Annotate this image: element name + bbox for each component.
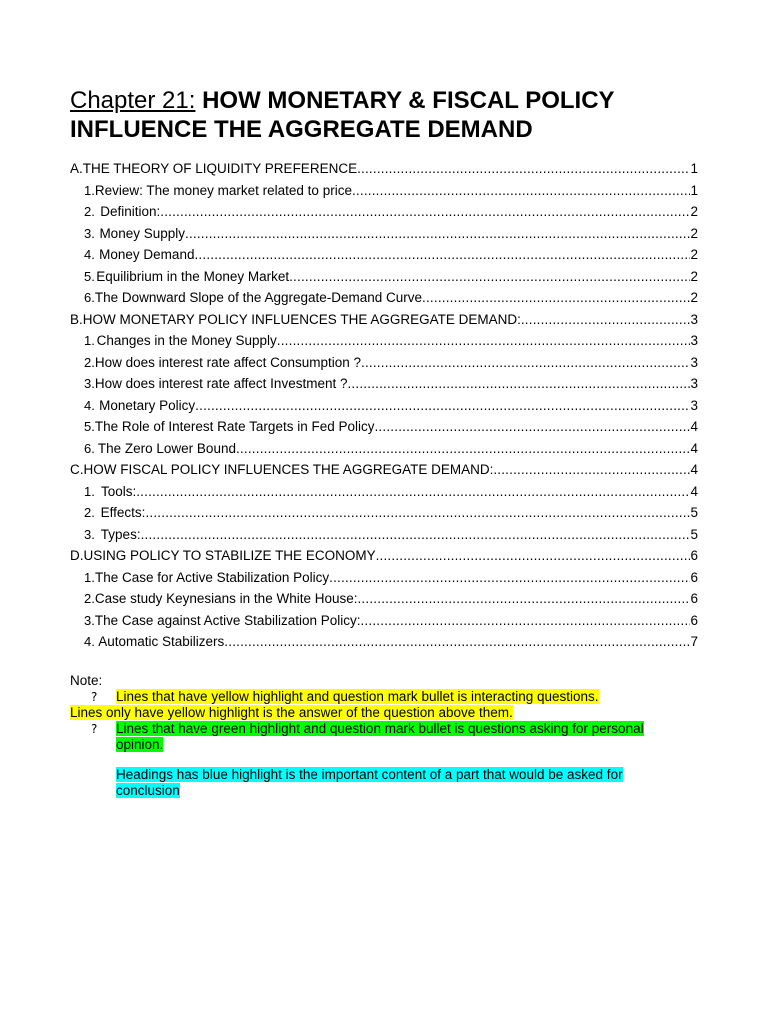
chapter-label: Chapter 21: <box>70 87 196 114</box>
toc-section-entry[interactable] <box>70 462 698 484</box>
green-highlight-text-2: opinion. <box>116 737 164 752</box>
toc-entry-page-number: 1 <box>690 182 698 198</box>
notes-section <box>70 672 690 799</box>
toc-subsection-entry[interactable] <box>70 613 698 635</box>
toc-dot-leader <box>141 527 691 542</box>
note-yellow-answer <box>70 705 690 721</box>
toc-entry-page-number: 6 <box>690 569 698 585</box>
toc-entry-number: 6. <box>84 290 95 305</box>
toc-dot-leader <box>361 355 690 370</box>
toc-entry-number: 2. <box>84 204 95 219</box>
toc-entry-label: Changes in the Money Supply <box>96 333 277 348</box>
toc-entry-page-number: 4 <box>690 419 698 434</box>
toc-subsection-entry[interactable] <box>70 484 698 506</box>
toc-dot-leader <box>357 161 690 176</box>
toc-entry-page-number: 4 <box>690 462 698 477</box>
toc-entry-page-number: 3 <box>690 311 698 327</box>
toc-entry-label: Equilibrium in the Money Market <box>96 268 290 284</box>
toc-subsection-entry[interactable] <box>70 398 698 420</box>
toc-dot-leader <box>357 591 690 606</box>
toc-entry-label: The Case for Active Stabilization Policy <box>95 569 330 585</box>
toc-dot-leader <box>347 376 690 391</box>
toc-dot-leader <box>329 570 690 585</box>
toc-entry-number: D. <box>70 548 84 563</box>
toc-entry-page-number: 1 <box>690 161 698 176</box>
toc-entry-number: 1. <box>84 569 95 585</box>
toc-subsection-entry[interactable] <box>70 505 698 527</box>
toc-entry-number: 4. <box>84 397 95 413</box>
toc-entry-number: 2. <box>84 505 95 520</box>
toc-entry-label: Case study Keynesians in the White House: <box>94 591 358 606</box>
toc-section-entry[interactable] <box>70 312 698 334</box>
toc-dot-leader <box>185 226 690 241</box>
toc-subsection-entry[interactable] <box>70 183 698 205</box>
toc-subsection-entry[interactable] <box>70 376 698 398</box>
toc-entry-number: B. <box>70 311 83 327</box>
note-label: Note: <box>70 673 103 688</box>
toc-entry-label: HOW FISCAL POLICY INFLUENCES THE AGGREGATE DEMAND: <box>83 462 494 477</box>
toc-entry-label: The Zero Lower Bound <box>97 440 236 456</box>
toc-entry-number: 3. <box>84 526 95 542</box>
toc-dot-leader <box>352 183 691 198</box>
question-bullet-icon: ? <box>91 722 98 736</box>
toc-dot-leader <box>224 634 690 649</box>
blue-highlight-text-1: Headings has blue highlight is the important content of a part that would be asked for <box>116 767 623 782</box>
yellow-highlight-text: Lines that have yellow highlight and question mark bullet is interacting questions. <box>116 689 599 704</box>
toc-subsection-entry[interactable] <box>70 333 698 355</box>
toc-subsection-entry[interactable] <box>70 269 698 291</box>
note-blue-heading <box>70 767 690 799</box>
toc-entry-page-number: 6 <box>690 612 698 628</box>
note-green-question <box>70 721 690 753</box>
toc-entry-page-number: 2 <box>690 268 698 284</box>
toc-dot-leader <box>521 312 691 327</box>
toc-dot-leader <box>289 269 690 284</box>
toc-subsection-entry[interactable] <box>70 226 698 248</box>
toc-entry-label: The Role of Interest Rate Targets in Fed Policy <box>94 419 375 434</box>
toc-dot-leader <box>145 505 690 520</box>
toc-dot-leader <box>493 462 690 477</box>
toc-entry-label: How does interest rate affect Consumption ? <box>94 354 361 370</box>
toc-entry-page-number: 7 <box>690 634 698 649</box>
toc-entry-number: 4. <box>84 634 95 649</box>
toc-entry-label: Money Demand <box>99 247 195 262</box>
yellow-highlight-answer-text: Lines only have yellow highlight is the answer of the question above them. <box>70 705 513 720</box>
toc-subsection-entry[interactable] <box>70 570 698 592</box>
chapter-heading: HOW MONETARY & FISCAL POLICY INFLUENCE THE AGGREGATE DEMAND <box>70 87 615 143</box>
toc-entry-label: Effects: <box>100 505 146 520</box>
toc-entry-label: Definition: <box>100 204 161 219</box>
toc-dot-leader <box>277 333 691 348</box>
toc-entry-number: 3. <box>84 376 95 391</box>
toc-subsection-entry[interactable] <box>70 247 698 269</box>
toc-dot-leader <box>195 398 690 413</box>
toc-entry-number: 4. <box>84 247 95 262</box>
toc-entry-label: Types: <box>100 526 141 542</box>
toc-entry-number: A. <box>70 161 83 176</box>
blue-highlight-text-2: conclusion <box>116 783 180 798</box>
toc-entry-label: The Downward Slope of the Aggregate-Demand Curve <box>94 290 423 305</box>
toc-subsection-entry[interactable] <box>70 591 698 613</box>
toc-entry-label: HOW MONETARY POLICY INFLUENCES THE AGGREGATE DEMAND: <box>82 311 521 327</box>
toc-entry-number: C. <box>70 462 84 477</box>
toc-section-entry[interactable] <box>70 161 698 183</box>
toc-entry-number: 1. <box>84 182 95 198</box>
toc-dot-leader <box>422 290 690 305</box>
toc-entry-number: 3. <box>84 612 95 628</box>
toc-entry-number: 1. <box>84 483 95 499</box>
toc-entry-page-number: 4 <box>690 440 698 456</box>
toc-entry-label: USING POLICY TO STABILIZE THE ECONOMY <box>83 548 376 563</box>
toc-entry-page-number: 5 <box>690 526 698 542</box>
toc-entry-label: Monetary Policy <box>99 397 196 413</box>
toc-dot-leader <box>160 204 690 219</box>
toc-dot-leader <box>194 247 690 262</box>
toc-entry-number: 5. <box>84 268 95 284</box>
toc-section-entry[interactable] <box>70 548 698 570</box>
toc-subsection-entry[interactable] <box>70 355 698 377</box>
question-bullet-icon: ? <box>91 690 98 704</box>
toc-dot-leader <box>374 419 690 434</box>
toc-entry-page-number: 6 <box>690 548 698 563</box>
toc-subsection-entry[interactable] <box>70 419 698 441</box>
toc-dot-leader <box>360 613 690 628</box>
toc-subsection-entry[interactable] <box>70 634 698 656</box>
toc-entry-page-number: 5 <box>690 505 698 520</box>
toc-entry-page-number: 3 <box>690 397 698 413</box>
toc-dot-leader <box>236 441 691 456</box>
toc-subsection-entry[interactable] <box>70 290 698 312</box>
toc-entry-number: 3. <box>84 225 95 241</box>
toc-entry-label: The Case against Active Stabilization Policy: <box>94 612 361 628</box>
page-title <box>70 86 730 144</box>
toc-dot-leader <box>136 484 690 499</box>
toc-entry-label: THE THEORY OF LIQUIDITY PREFERENCE <box>82 161 358 176</box>
toc-entry-page-number: 2 <box>690 290 698 305</box>
toc-entry-page-number: 3 <box>690 354 698 370</box>
toc-subsection-entry[interactable] <box>70 441 698 463</box>
note-yellow-question <box>70 689 690 705</box>
toc-entry-page-number: 2 <box>690 204 698 219</box>
toc-entry-number: 1. <box>84 333 95 348</box>
toc-subsection-entry[interactable] <box>70 204 698 226</box>
table-of-contents <box>70 161 698 656</box>
toc-entry-page-number: 2 <box>690 225 698 241</box>
toc-entry-number: 2. <box>84 591 95 606</box>
toc-entry-label: Tools: <box>100 483 137 499</box>
toc-dot-leader <box>376 548 691 563</box>
toc-entry-label: Automatic Stabilizers <box>98 634 225 649</box>
toc-subsection-entry[interactable] <box>70 527 698 549</box>
toc-entry-page-number: 6 <box>690 591 698 606</box>
toc-entry-page-number: 4 <box>690 483 698 499</box>
toc-entry-label: How does interest rate affect Investment ? <box>94 376 348 391</box>
toc-entry-number: 2. <box>84 354 95 370</box>
toc-entry-number: 5. <box>84 419 95 434</box>
toc-entry-page-number: 2 <box>690 247 698 262</box>
toc-entry-label: Money Supply <box>99 225 185 241</box>
green-highlight-text-1: Lines that have green highlight and question mark bullet is questions asking for personal <box>116 721 644 736</box>
toc-entry-label: Review: The money market related to price <box>94 182 352 198</box>
toc-entry-page-number: 3 <box>690 333 698 348</box>
toc-entry-number: 6. <box>84 440 95 456</box>
toc-entry-page-number: 3 <box>690 376 698 391</box>
